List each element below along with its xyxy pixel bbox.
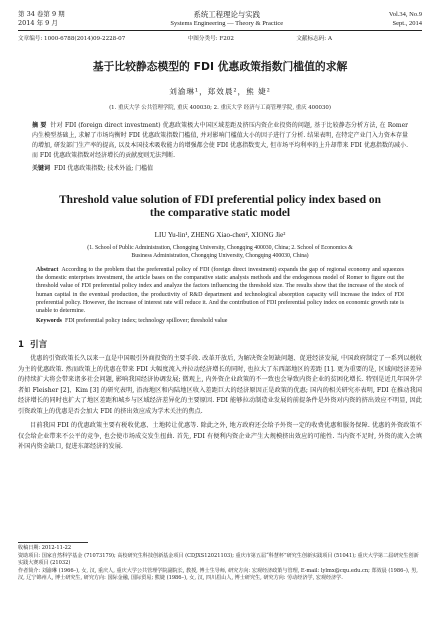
document-code: 文献标志码: A xyxy=(296,36,332,42)
article-meta xyxy=(18,34,422,42)
date-cn: 2014 年 9 月 xyxy=(18,19,58,27)
header-left xyxy=(18,10,65,28)
volume-en: Vol.34, No.9 xyxy=(388,11,422,18)
body-paragraph-1: 优惠的引资政策长久以来一直是中国吸引外商投资的主要手段. 改革开放后, 为解决资金短缺问题、促进经济发展, 中国政府制定了一系列以税收为主的优惠政策. 然而政策上的优惠在带来 FDI 大幅度流入并拉动经济增长的同时, 也拉大了东西部地区的差距 [1]. 更为重要的是, 区域间经济差异的持续扩大将会带来诸多社会问题, 影响我国经济协调发展; 微观上, 内外资企业政策的不一致也会导致内资企业的贫困化增长. 特别是近几年国外学者如 Fleisher [2]、Kim [3] 的研究表明, 沿海地区和内陆地区收入差距巨大的经济原因正是政策的优惠; 国内的相关研究亦表明, FDI 在推动我国经济增长的同时也扩大了地区差距和城乡与区域经济差异化的主要原因. FDI 能够拉动制造业发展的前提条件是外资对内资的挤出效应不明显, 因此引资政策上的优惠是否会加大 FDI 的挤出效应成为学术关注的焦点. xyxy=(18,355,422,415)
header-center xyxy=(170,10,283,28)
body-paragraph-2: 目前我国 FDI 的优惠政策主要有税收优惠、土地转让优惠等. 除此之外, 地方政府还会给予外资一定的收费优惠和服务保障. 优惠的外资政策不仅会给企业带来不公平的竞争, 也会使市场成交发生扭曲. 首先, FDI 有便利内资企业产生大规模挤出效应的可能性. 当内资不足时, 外资的流入会填补国内资金缺口, 促进东部经济的发展. xyxy=(18,422,422,451)
abstract-cn-text: 针对 FDI (foreign direct investment) 优惠政策极大中国区域差距及挤压内资企业投资的问题, 基于比较静态分析方法, 在 Romer 内生模型基础上, 求解了市场均衡时 FDI 优惠政策指数门槛值, 并对影响门槛值大小的因子进行了分析. 结果表明, 在特定产业门入力资本存量的增加, 研发部门生产率的提高, 以及本国技术吸收能力的增强都会使 FDI 优惠指数变大, 但市场平均利率的上升却带来 FDI 优惠指数的减小. 而 FDI 优惠政策指数对经济增长的贡献度则无法判断. xyxy=(32,122,408,159)
abstract-en-text: According to the problem that the preferential policy of FDI (foreign direct investment) expands the gap of regional economy and squeezes the domestic enterprises investment, the article bases on the comparative static analysis methods and the endogenous model of Romer to figure out the threshold value of FDI preferential policy index and analyze the factors influencing the threshold size. The results show that the increase of the stock of human capital in the eventual production, the productivity of R&D department and technological absorption capacity will increase the index of FDI preferential policy. However, the increase of interest rate will reduce it. And the contribution of FDI preferential policy index on economic growth rate is unable to determine. xyxy=(36,267,404,315)
keywords-en xyxy=(36,318,404,324)
keywords-cn-text: FDI 优惠政策指数; 技术外溢; 门槛值 xyxy=(54,165,154,172)
footnote-received: 收稿日期: 2012-11-22 xyxy=(18,545,72,551)
authors-cn: 刘渝琳¹，郑效晨²，熊 婕² xyxy=(169,87,271,96)
affiliation-en: (1. School of Public Administration, Chongqing University, Chongqing 400030, China; 2. School of Economics & Business Administration, Chongqing University, Chongqing 400030, China) xyxy=(87,245,353,259)
keywords-cn xyxy=(32,163,408,172)
title-cn: 基于比较静态模型的 FDI 优惠政策指数门槛值的求解 xyxy=(92,60,348,73)
volume-cn: 第 34 卷第 9 期 xyxy=(18,10,65,18)
running-header xyxy=(18,0,422,28)
section-heading-introduction xyxy=(18,338,422,350)
authors-en: LIU Yu-lin¹, ZHENG Xiao-chen², XIONG Jie² xyxy=(154,231,286,239)
article-id: 文章编号: 1000-6788(2014)09-2228-07 xyxy=(18,36,126,42)
footnote-list xyxy=(18,545,422,583)
keywords-cn-label: 关键词 xyxy=(32,165,51,172)
header-right xyxy=(389,10,422,28)
journal-name-en: Systems Engineering — Theory & Practice xyxy=(170,20,284,27)
title-en: Threshold value solution of FDI preferential policy index based on the comparative static model xyxy=(59,194,381,219)
abstract-en xyxy=(36,266,404,315)
header-rule xyxy=(18,30,422,31)
date-en: Sept., 2014 xyxy=(392,20,422,27)
abstract-cn xyxy=(32,121,408,161)
footnotes xyxy=(18,542,422,583)
footnote-rule xyxy=(18,542,88,543)
keywords-en-text: FDI preferential policy index; technology spillover; threshold value xyxy=(65,318,228,325)
clc-number: 中图分类号: F202 xyxy=(187,36,234,42)
abstract-cn-label: 摘 要 xyxy=(32,122,47,129)
journal-name-cn: 系统工程理论与实践 xyxy=(193,10,261,19)
keywords-en-label: Keywords xyxy=(36,318,62,325)
footnote-authors: 作者简介: 刘渝琳 (1966–), 女, 汉, 重庆人, 重庆大学公共管理学院副院长, 教授, 博士生导师, 研究方向: 宏观经济政策与管理, E-mail: lylmx@cqu.edu.cn; 郑效晨 (1986–), 男, 汉, 辽宁锦州人, 博士研究生, 研究方向: 国际金融, 国际贸易; 熊婕 (1986–), 女, 汉, 四川眉山人, 博士研究生, 研究方向: 劳动经济学, 宏观经济学. xyxy=(18,567,418,582)
abstract-en-label: Abstract xyxy=(36,267,59,273)
affiliation-cn: (1. 重庆大学 公共管理学院, 重庆 400030; 2. 重庆大学 经济与工商管理学院, 重庆 400030) xyxy=(109,105,331,111)
section-number: 1 xyxy=(18,340,24,351)
footnote-funding: 资助项目: 国家自然科学基金 (71073179); 高校研究生科技创新基金项目 (CDJXS12021103); 重庆市第五届“科慧杯”研究生创新实践项目 (51041); 重庆大学第二届研究生创新实践大赛项目 (21032) xyxy=(18,552,419,567)
section-title: 引言 xyxy=(29,340,48,351)
